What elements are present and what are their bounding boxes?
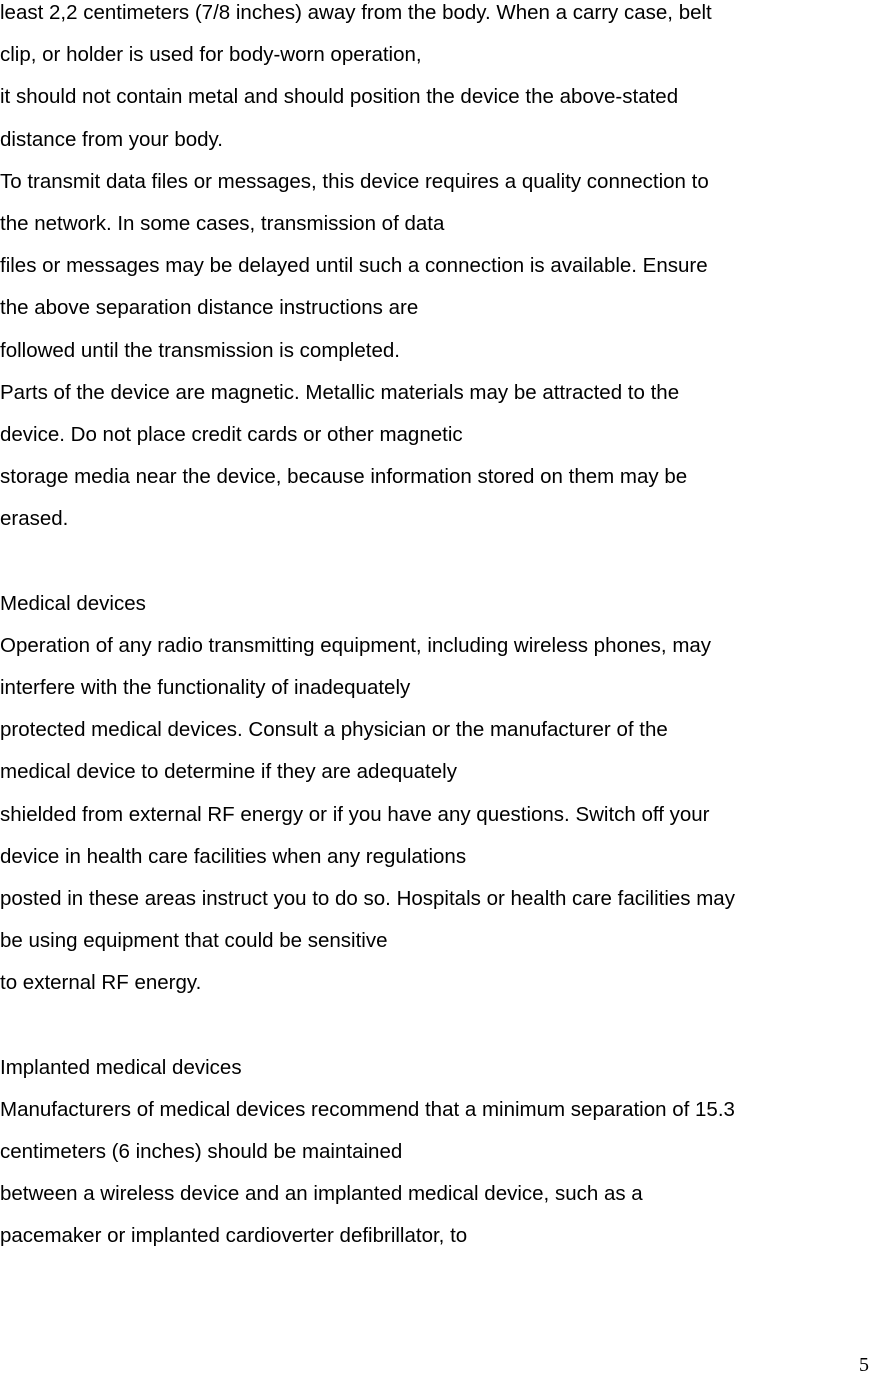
text-line: medical device to determine if they are adequately	[0, 760, 457, 784]
page-number: 5	[859, 1354, 869, 1376]
text-line: the above separation distance instructions are	[0, 296, 419, 320]
text-line: to external RF energy.	[0, 971, 202, 995]
text-line: To transmit data files or messages, this device requires a quality connection to	[0, 169, 709, 193]
text-line: it should not contain metal and should position the device the above-stated	[0, 85, 679, 109]
text-line: be using equipment that could be sensitive	[0, 929, 388, 953]
text-line: Parts of the device are magnetic. Metallic materials may be attracted to the	[0, 380, 680, 404]
text-line: erased.	[0, 507, 69, 531]
text-line: followed until the transmission is completed.	[0, 338, 400, 362]
text-line: clip, or holder is used for body-worn operation,	[0, 43, 422, 67]
text-line: storage media near the device, because information stored on them may be	[0, 465, 688, 489]
section-heading-medical-devices: Medical devices	[0, 591, 146, 615]
text-line: shielded from external RF energy or if you have any questions. Switch off your	[0, 802, 710, 826]
text-line: posted in these areas instruct you to do so. Hospitals or health care facilities may	[0, 886, 735, 910]
text-line: Operation of any radio transmitting equipment, including wireless phones, may	[0, 633, 712, 657]
text-line: the network. In some cases, transmission of data	[0, 211, 445, 235]
text-line: distance from your body.	[0, 127, 223, 151]
text-line: files or messages may be delayed until such a connection is available. Ensure	[0, 254, 708, 278]
text-line: device in health care facilities when any regulations	[0, 844, 467, 868]
text-line: interfere with the functionality of inadequately	[0, 676, 411, 699]
paragraph-gap	[0, 540, 873, 582]
text-line: between a wireless device and an implanted medical device, such as a	[0, 1182, 643, 1206]
text-line: centimeters (6 inches) should be maintained	[0, 1140, 403, 1164]
text-line: device. Do not place credit cards or other magnetic	[0, 422, 463, 446]
text-line: Manufacturers of medical devices recommend that a minimum separation of 15.3	[0, 1097, 735, 1121]
section-heading-implanted-medical-devices: Implanted medical devices	[0, 1055, 242, 1079]
text-line: least 2,2 centimeters (7/8 inches) away from the body. When a carry case, belt	[0, 1, 712, 24]
paragraph-gap	[0, 1005, 873, 1047]
text-line: pacemaker or implanted cardioverter defibrillator, to	[0, 1224, 468, 1248]
text-line: protected medical devices. Consult a physician or the manufacturer of the	[0, 718, 668, 742]
